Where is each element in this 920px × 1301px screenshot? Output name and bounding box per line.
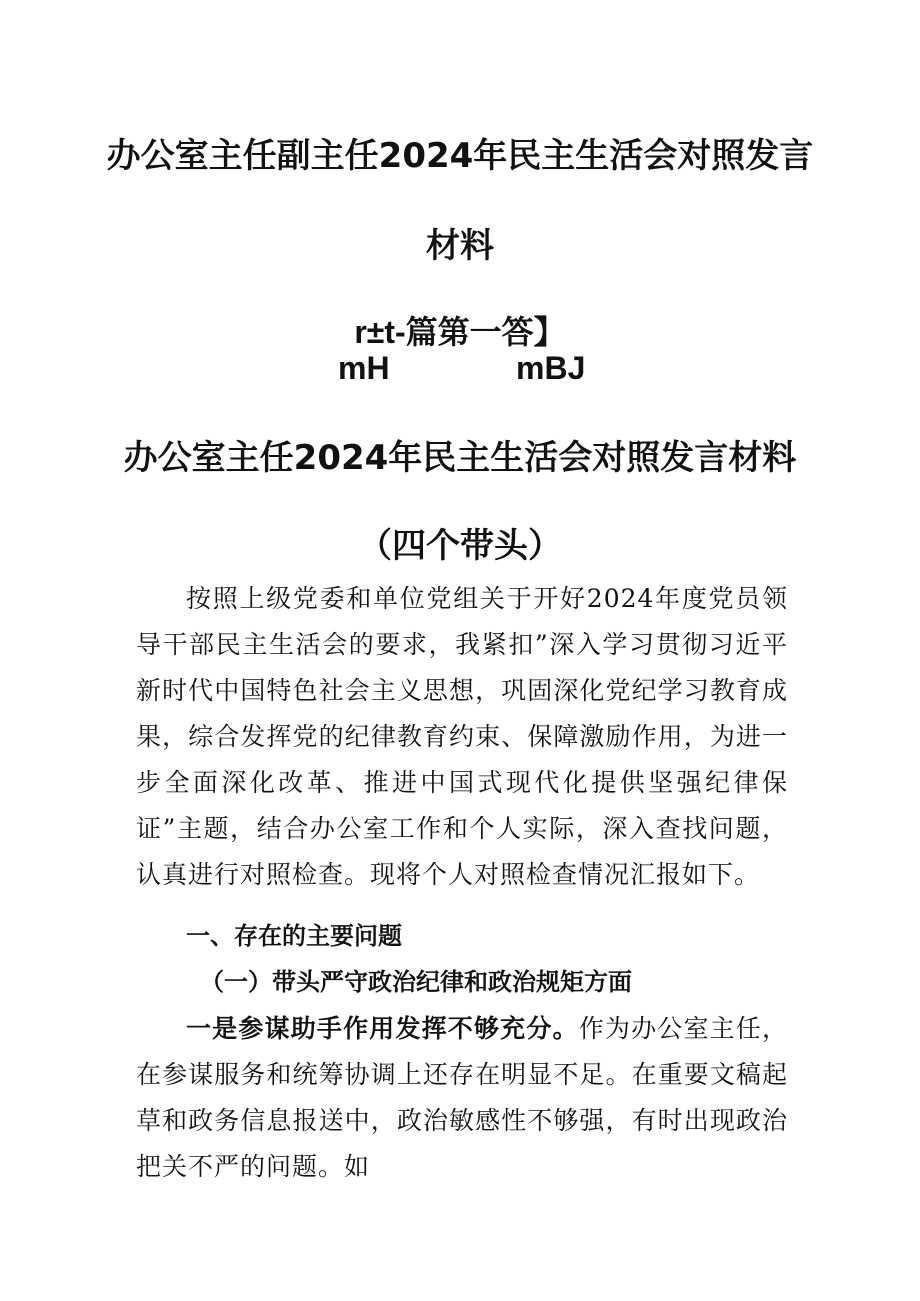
garbled-heading: r±t-篇第一答】 bbox=[354, 314, 566, 350]
point-paragraph bbox=[136, 1006, 788, 1190]
section-heading: 一、存在的主要问题 bbox=[186, 922, 402, 950]
intro-paragraph-block bbox=[136, 576, 788, 898]
point-paragraph-block bbox=[136, 1006, 788, 1190]
garbled-text-right: mBJ bbox=[516, 350, 586, 386]
point-text: 作为办公室主任，在参谋服务和统筹协调上还存在明显不足。在重要文稿起草和政务信息报送中，政治敏感性不够强，有时出现政治把关不严的问题。如 bbox=[136, 1014, 788, 1181]
document-title-line-1: 办公室主任副主任2024年民主生活会对照发言 bbox=[106, 136, 814, 176]
intro-paragraph: 按照上级党委和单位党组关于开好2024年度党员领导干部民主生活会的要求，我紧扣”深入学习贯彻习近平新时代中国特色社会主义思想，巩固深化党纪学习教育成果，综合发挥党的纪律教育约束、保障激励作用，为进一步全面深化改革、推进中国式现代化提供坚强纪律保证”主题，结合办公室工作和个人实际，深入查找问题，认真进行对照检查。现将个人对照检查情况汇报如下。 bbox=[136, 584, 788, 889]
document-subtitle-tag: （四个带头） bbox=[358, 526, 562, 566]
garbled-text-left: mH bbox=[338, 350, 390, 386]
document-subtitle: 办公室主任2024年民主生活会对照发言材料 bbox=[123, 438, 797, 478]
point-lead: 一是参谋助手作用发挥不够充分。 bbox=[186, 1014, 579, 1043]
document-title-line-2: 材料 bbox=[426, 226, 494, 266]
subsection-heading: （一）带头严守政治纪律和政治规矩方面 bbox=[200, 968, 632, 996]
